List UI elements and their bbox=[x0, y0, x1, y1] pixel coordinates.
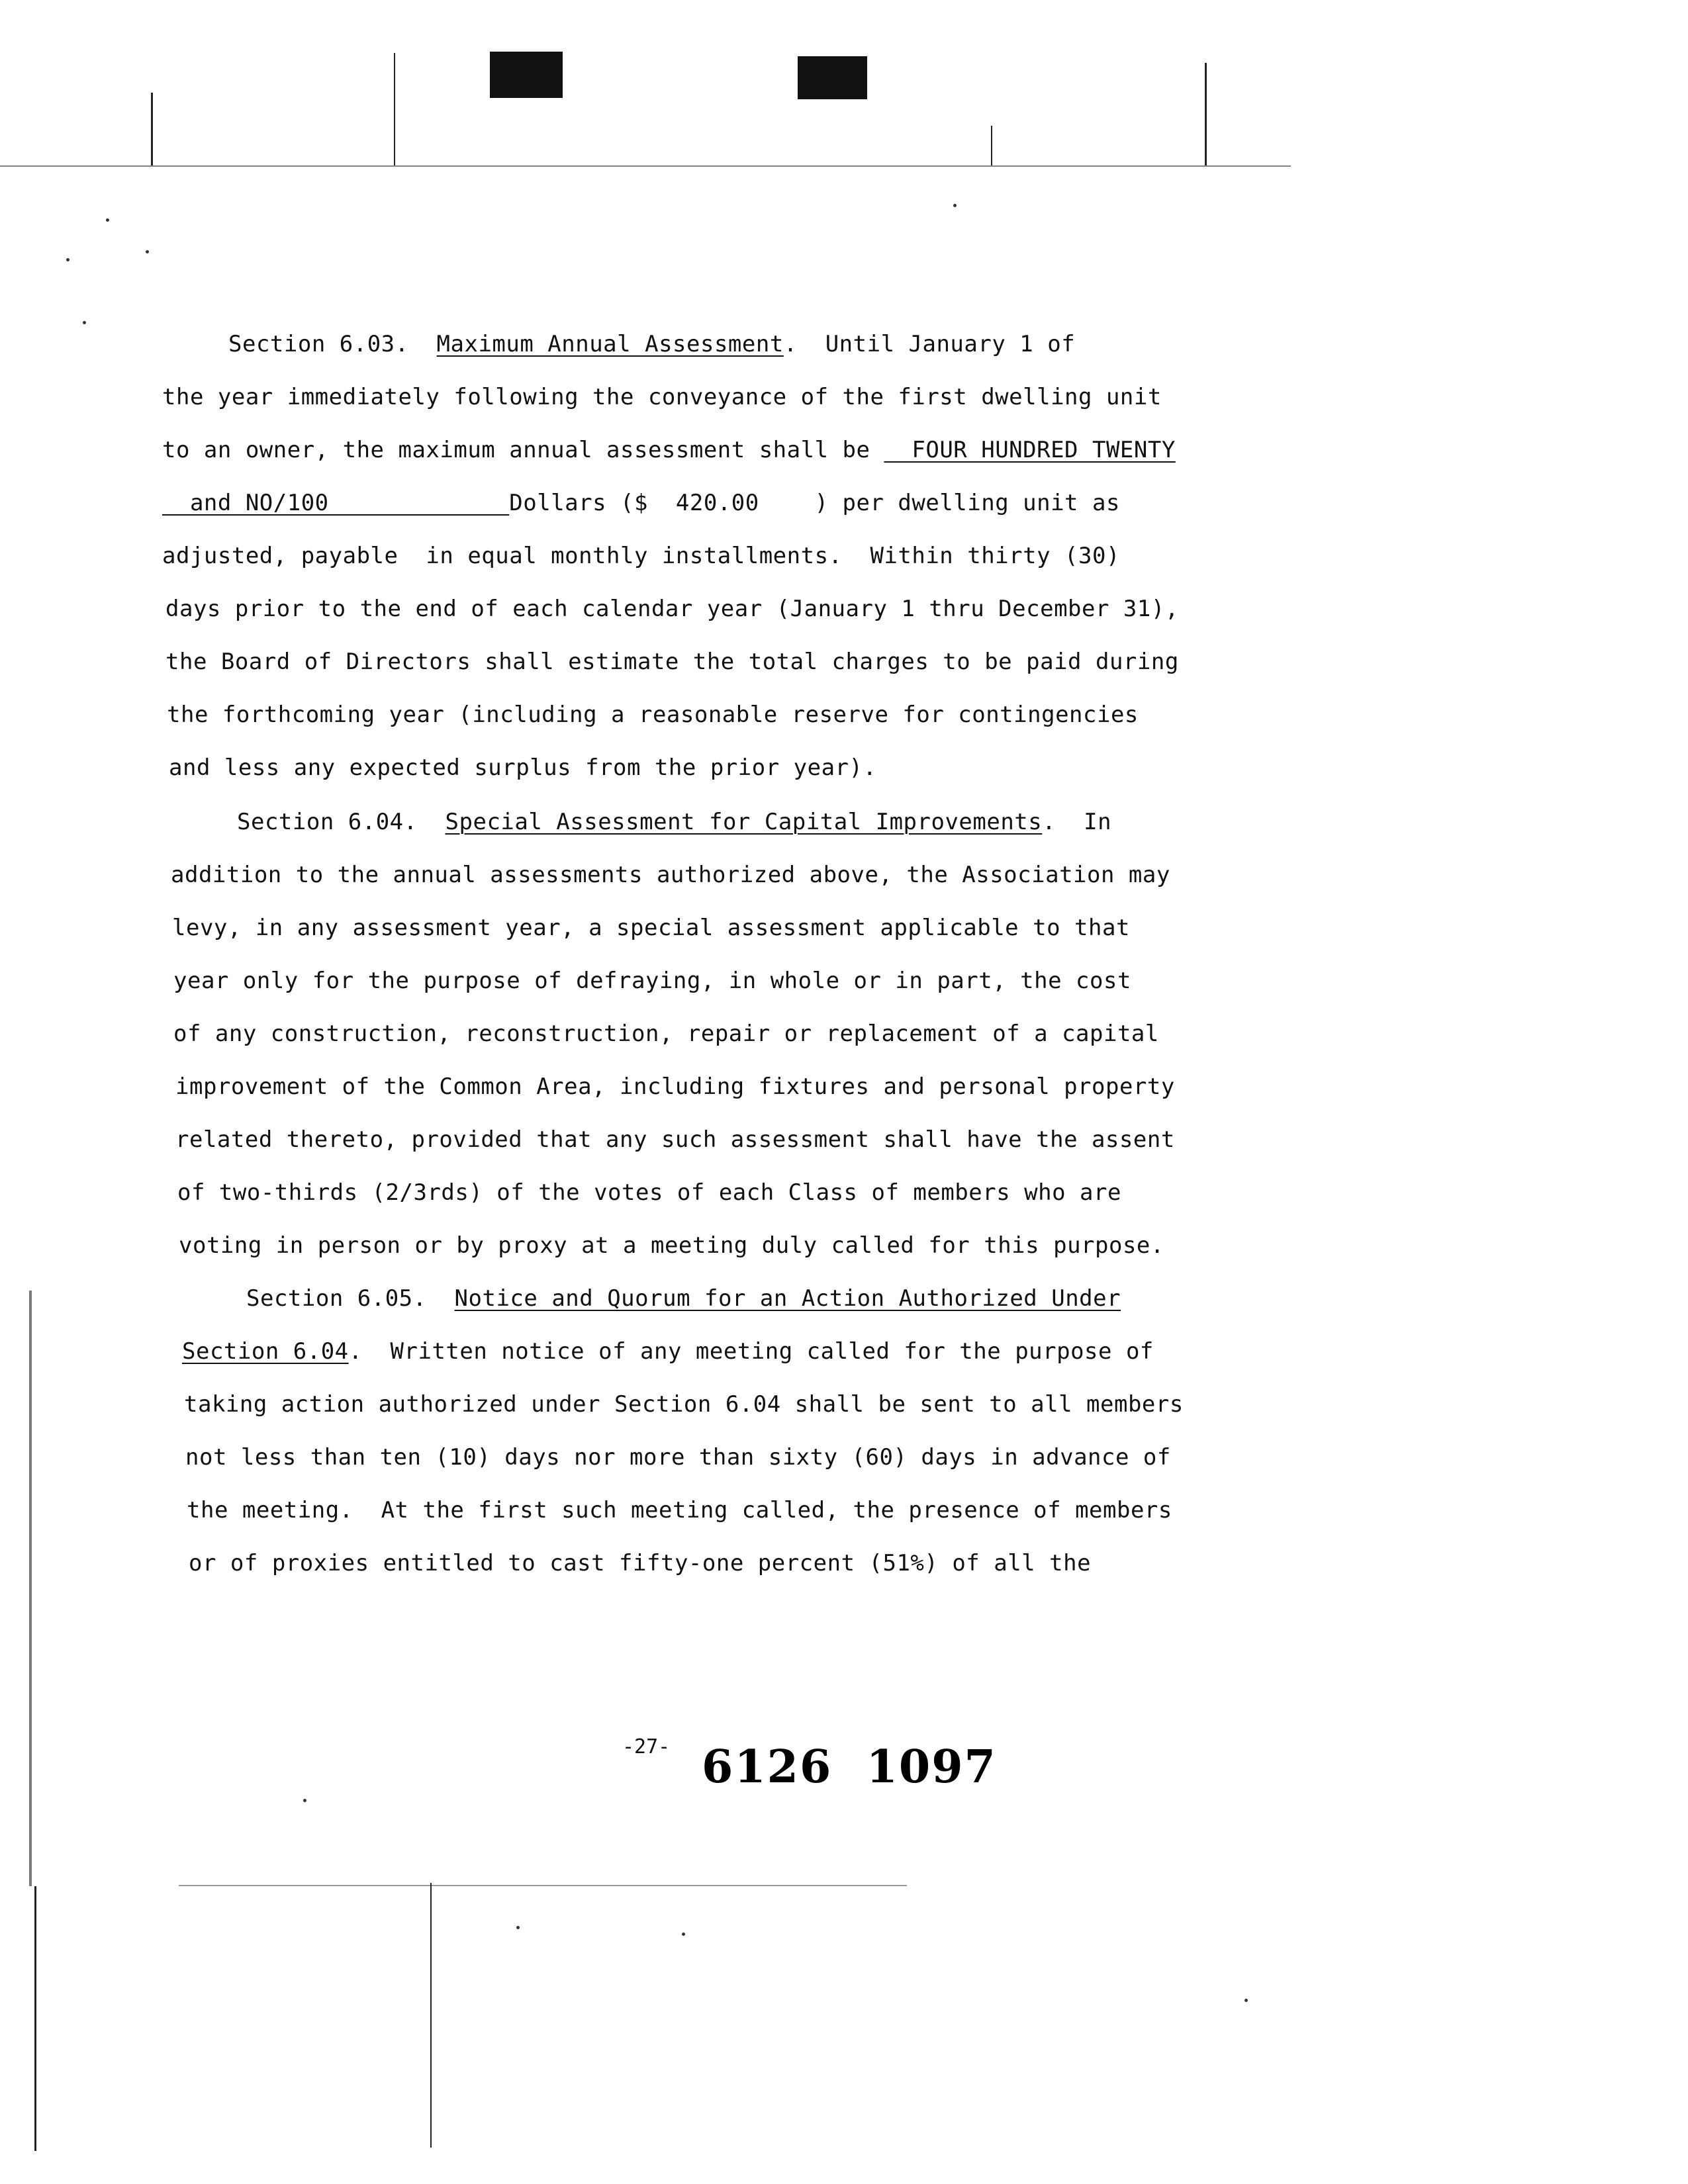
text-run: the year immediately following the conveyance of the first dwelling unit bbox=[162, 384, 1162, 410]
text-line bbox=[246, 1285, 1121, 1312]
text-run: and less any expected surplus from the prior year). bbox=[169, 754, 877, 781]
top-binding-mark-left bbox=[490, 52, 563, 98]
text-run: levy, in any assessment year, a special assessment applicable to that bbox=[172, 915, 1130, 941]
text-run: . Written notice of any meeting called for the purpose of bbox=[348, 1338, 1154, 1365]
speck bbox=[1244, 1999, 1248, 2002]
speck bbox=[516, 1926, 520, 1929]
text-run: days prior to the end of each calendar year (January 1 thru December 31), bbox=[165, 596, 1179, 622]
text-line bbox=[162, 384, 1162, 410]
text-line bbox=[175, 1126, 1175, 1153]
top-mid-vertical-mark bbox=[394, 53, 395, 165]
underlined-text: Maximum Annual Assessment bbox=[436, 331, 784, 357]
underlined-text: Section 6.04 bbox=[182, 1338, 349, 1365]
speck bbox=[83, 321, 86, 324]
text-run: addition to the annual assessments authorized above, the Association may bbox=[171, 862, 1170, 888]
text-line bbox=[173, 1021, 1159, 1047]
top-right-vertical-mark-2 bbox=[991, 126, 992, 165]
text-line bbox=[167, 702, 1139, 728]
text-line bbox=[162, 543, 1120, 569]
text-run: or of proxies entitled to cast fifty-one percent (51%) of all the bbox=[189, 1550, 1092, 1576]
text-run: the forthcoming year (including a reasonable reserve for contingencies bbox=[167, 702, 1139, 728]
text-run: voting in person or by proxy at a meeting duly called for this purpose. bbox=[179, 1232, 1164, 1259]
text-run: adjusted, payable in equal monthly installments. Within thirty (30) bbox=[162, 543, 1120, 569]
speck bbox=[146, 250, 149, 253]
top-right-vertical-mark bbox=[1205, 63, 1207, 165]
text-run: related thereto, provided that any such assessment shall have the assent bbox=[175, 1126, 1175, 1153]
speck bbox=[682, 1933, 685, 1936]
text-line bbox=[185, 1444, 1171, 1471]
text-run: improvement of the Common Area, including fixtures and personal property bbox=[175, 1073, 1175, 1100]
text-line bbox=[179, 1232, 1164, 1259]
left-edge-scan-noise bbox=[29, 1291, 32, 1886]
text-run: year only for the purpose of defraying, in whole or in part, the cost bbox=[173, 968, 1131, 994]
speck bbox=[303, 1799, 306, 1802]
text-line bbox=[189, 1550, 1091, 1576]
speck bbox=[106, 218, 109, 222]
text-run: Section 6.04. bbox=[237, 809, 445, 835]
text-run: of any construction, reconstruction, repair or replacement of a capital bbox=[173, 1021, 1159, 1047]
text-run: not less than ten (10) days nor more than sixty (60) days in advance of bbox=[185, 1444, 1171, 1471]
top-scan-line bbox=[0, 165, 1291, 167]
text-run: the Board of Directors shall estimate the total charges to be paid during bbox=[165, 649, 1179, 675]
bottom-scan-line bbox=[179, 1885, 907, 1886]
speck bbox=[66, 258, 70, 261]
text-line bbox=[165, 649, 1179, 675]
text-line bbox=[172, 915, 1130, 941]
underlined-text: and NO/100 bbox=[162, 490, 510, 516]
text-line bbox=[177, 1179, 1121, 1206]
text-run: . Until January 1 of bbox=[783, 331, 1076, 357]
page-number: -27- bbox=[622, 1735, 671, 1758]
text-line bbox=[173, 968, 1131, 994]
text-run: taking action authorized under Section 6.04 shall be sent to all members bbox=[184, 1391, 1184, 1418]
recording-stamp: 6126 1097 bbox=[702, 1741, 997, 1794]
text-line bbox=[184, 1391, 1184, 1418]
text-run: of two-thirds (2/3rds) of the votes of each Class of members who are bbox=[177, 1179, 1121, 1206]
text-run: Dollars ($ 420.00 ) per dwelling unit as bbox=[509, 490, 1120, 516]
text-run: to an owner, the maximum annual assessment shall be bbox=[162, 437, 884, 463]
text-line bbox=[175, 1073, 1175, 1100]
text-line bbox=[187, 1497, 1172, 1524]
text-line bbox=[171, 862, 1170, 888]
speck bbox=[953, 204, 957, 207]
top-left-vertical-mark bbox=[151, 93, 153, 165]
text-run: the meeting. At the first such meeting called, the presence of members bbox=[187, 1497, 1172, 1524]
text-line bbox=[169, 754, 876, 781]
text-run: . In bbox=[1042, 809, 1112, 835]
text-line bbox=[237, 809, 1111, 835]
text-line bbox=[165, 596, 1179, 622]
left-edge-scan-line bbox=[34, 1886, 36, 2151]
text-run: Section 6.05. bbox=[246, 1285, 455, 1312]
underlined-text: FOUR HUNDRED TWENTY bbox=[884, 437, 1176, 463]
bottom-vertical-mark bbox=[430, 1883, 432, 2148]
text-line bbox=[162, 437, 1176, 463]
text-line bbox=[162, 490, 1120, 516]
underlined-text: Notice and Quorum for an Action Authorized Under bbox=[454, 1285, 1121, 1312]
underlined-text: Special Assessment for Capital Improvements bbox=[445, 809, 1043, 835]
text-run: Section 6.03. bbox=[228, 331, 437, 357]
text-line bbox=[182, 1338, 1154, 1365]
text-line bbox=[228, 331, 1075, 357]
top-binding-mark-right bbox=[798, 56, 867, 99]
